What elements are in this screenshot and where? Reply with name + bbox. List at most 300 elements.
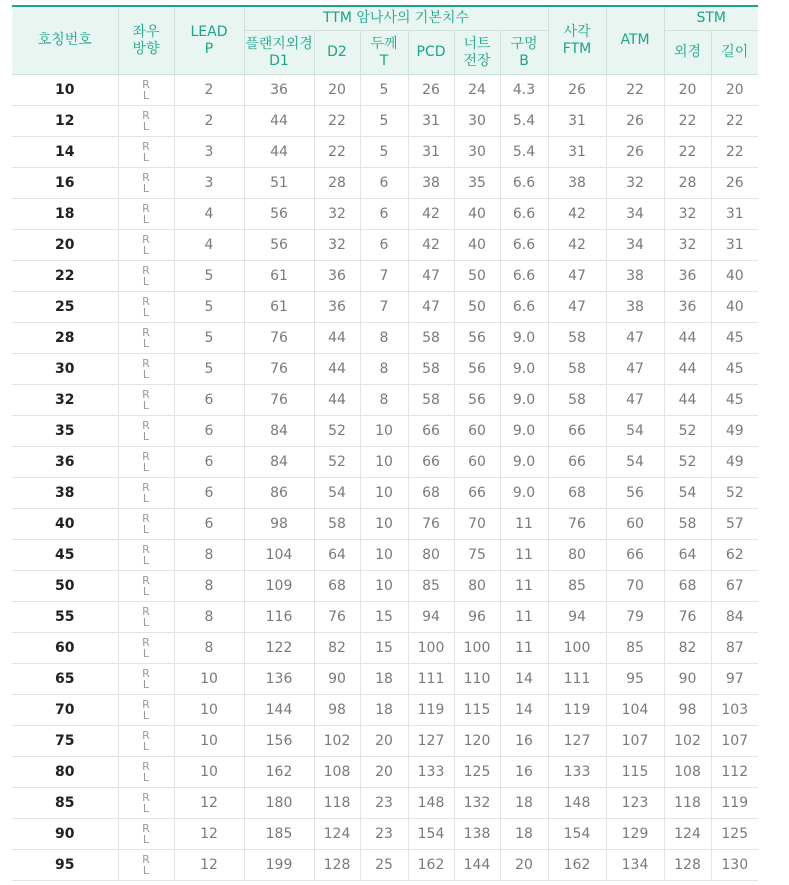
cell-hole-b: 9.0 (500, 416, 548, 447)
cell-atm: 85 (606, 633, 664, 664)
direction-l: L (142, 182, 150, 195)
cell-lead: 8 (174, 633, 244, 664)
cell-hole-b: 18 (500, 819, 548, 850)
cell-ftm: 100 (548, 633, 606, 664)
cell-flange-d1: 156 (244, 726, 314, 757)
cell-pcd: 31 (408, 106, 454, 137)
cell-lead: 10 (174, 695, 244, 726)
direction-r: R (142, 295, 150, 308)
cell-pcd: 38 (408, 168, 454, 199)
cell-thickness: 8 (360, 323, 408, 354)
cell-d2: 32 (314, 230, 360, 261)
table-row (12, 385, 758, 416)
cell-lead: 6 (174, 416, 244, 447)
cell-stm-length: 45 (711, 323, 758, 354)
cell-thickness: 15 (360, 602, 408, 633)
header-nut-length-line2: 전장 (463, 52, 491, 69)
cell-d2: 108 (314, 757, 360, 788)
cell-direction (118, 602, 174, 633)
cell-nominal: 12 (12, 106, 118, 137)
cell-flange-d1: 84 (244, 447, 314, 478)
cell-atm: 66 (606, 540, 664, 571)
header-thickness (360, 31, 408, 75)
cell-thickness: 7 (360, 261, 408, 292)
cell-direction (118, 788, 174, 819)
cell-nut-length: 100 (454, 633, 500, 664)
header-ftm (548, 6, 606, 75)
header-thickness-line2: T (379, 52, 389, 69)
cell-lead: 12 (174, 788, 244, 819)
direction-r: R (142, 419, 150, 432)
cell-stm-od: 76 (664, 602, 711, 633)
cell-lead: 5 (174, 354, 244, 385)
cell-lead: 10 (174, 664, 244, 695)
cell-lead: 8 (174, 571, 244, 602)
cell-hole-b: 18 (500, 788, 548, 819)
cell-pcd: 42 (408, 230, 454, 261)
cell-nominal: 60 (12, 633, 118, 664)
cell-hole-b: 9.0 (500, 478, 548, 509)
cell-flange-d1: 51 (244, 168, 314, 199)
cell-nominal: 80 (12, 757, 118, 788)
table-row (12, 106, 758, 137)
cell-pcd: 58 (408, 385, 454, 416)
cell-atm: 22 (606, 75, 664, 106)
cell-flange-d1: 136 (244, 664, 314, 695)
header-hole-line1: 구멍 (510, 35, 538, 52)
cell-ftm: 58 (548, 354, 606, 385)
direction-l: L (142, 120, 150, 133)
direction-l: L (142, 647, 150, 660)
cell-pcd: 94 (408, 602, 454, 633)
cell-ftm: 111 (548, 664, 606, 695)
cell-direction (118, 106, 174, 137)
cell-lead: 12 (174, 850, 244, 881)
cell-stm-length: 57 (711, 509, 758, 540)
cell-atm: 54 (606, 447, 664, 478)
cell-thickness: 23 (360, 788, 408, 819)
direction-r: R (142, 667, 150, 680)
cell-stm-od: 124 (664, 819, 711, 850)
cell-stm-length: 45 (711, 354, 758, 385)
cell-pcd: 42 (408, 199, 454, 230)
cell-nut-length: 50 (454, 292, 500, 323)
cell-flange-d1: 61 (244, 292, 314, 323)
direction-r: R (142, 791, 150, 804)
cell-stm-length: 84 (711, 602, 758, 633)
cell-flange-d1: 44 (244, 106, 314, 137)
cell-thickness: 18 (360, 664, 408, 695)
cell-flange-d1: 76 (244, 323, 314, 354)
table-row (12, 757, 758, 788)
header-stm-length: 길이 (711, 31, 758, 75)
cell-atm: 47 (606, 354, 664, 385)
cell-nut-length: 70 (454, 509, 500, 540)
header-nominal: 호칭번호 (12, 6, 118, 75)
cell-d2: 102 (314, 726, 360, 757)
header-d2: D2 (314, 31, 360, 75)
cell-flange-d1: 122 (244, 633, 314, 664)
cell-nominal: 16 (12, 168, 118, 199)
cell-direction (118, 168, 174, 199)
header-hole (500, 31, 548, 75)
direction-l: L (142, 368, 150, 381)
direction-r: R (142, 543, 150, 556)
cell-pcd: 66 (408, 416, 454, 447)
cell-stm-length: 87 (711, 633, 758, 664)
cell-hole-b: 14 (500, 664, 548, 695)
table-row (12, 292, 758, 323)
cell-nut-length: 35 (454, 168, 500, 199)
cell-ftm: 66 (548, 447, 606, 478)
header-atm: ATM (606, 6, 664, 75)
cell-lead: 6 (174, 447, 244, 478)
cell-stm-od: 32 (664, 230, 711, 261)
cell-thickness: 5 (360, 106, 408, 137)
cell-lead: 6 (174, 509, 244, 540)
cell-pcd: 58 (408, 354, 454, 385)
cell-nut-length: 96 (454, 602, 500, 633)
cell-direction (118, 447, 174, 478)
cell-direction (118, 726, 174, 757)
cell-lead: 5 (174, 261, 244, 292)
direction-l: L (142, 585, 150, 598)
header-flange-line1: 플랜지외경 (245, 35, 313, 52)
cell-lead: 10 (174, 757, 244, 788)
direction-r: R (142, 109, 150, 122)
cell-ftm: 127 (548, 726, 606, 757)
cell-ftm: 154 (548, 819, 606, 850)
cell-d2: 52 (314, 447, 360, 478)
cell-pcd: 85 (408, 571, 454, 602)
cell-d2: 44 (314, 323, 360, 354)
direction-r: R (142, 233, 150, 246)
ball-screw-dimension-table (12, 5, 758, 881)
header-ftm-line2: FTM (562, 40, 592, 57)
cell-lead: 5 (174, 323, 244, 354)
cell-stm-length: 62 (711, 540, 758, 571)
cell-pcd: 119 (408, 695, 454, 726)
cell-d2: 68 (314, 571, 360, 602)
cell-nut-length: 125 (454, 757, 500, 788)
header-direction (118, 6, 174, 75)
cell-hole-b: 14 (500, 695, 548, 726)
cell-stm-length: 125 (711, 819, 758, 850)
cell-nominal: 65 (12, 664, 118, 695)
direction-l: L (142, 771, 150, 784)
cell-ftm: 47 (548, 292, 606, 323)
table-row (12, 354, 758, 385)
direction-r: R (142, 264, 150, 277)
cell-stm-length: 119 (711, 788, 758, 819)
cell-nut-length: 75 (454, 540, 500, 571)
direction-r: R (142, 853, 150, 866)
header-stm-od: 외경 (664, 31, 711, 75)
cell-nominal: 90 (12, 819, 118, 850)
direction-r: R (142, 698, 150, 711)
direction-l: L (142, 802, 150, 815)
cell-thickness: 6 (360, 199, 408, 230)
table-row (12, 540, 758, 571)
header-direction-line2: 방향 (132, 40, 160, 57)
cell-ftm: 148 (548, 788, 606, 819)
cell-atm: 38 (606, 292, 664, 323)
cell-hole-b: 9.0 (500, 447, 548, 478)
cell-atm: 26 (606, 137, 664, 168)
cell-d2: 54 (314, 478, 360, 509)
table-row (12, 633, 758, 664)
cell-stm-od: 64 (664, 540, 711, 571)
cell-nut-length: 40 (454, 230, 500, 261)
direction-r: R (142, 171, 150, 184)
header-flange (244, 31, 314, 75)
cell-nut-length: 30 (454, 106, 500, 137)
direction-r: R (142, 450, 150, 463)
cell-thickness: 6 (360, 168, 408, 199)
cell-direction (118, 323, 174, 354)
direction-l: L (142, 244, 150, 257)
direction-r: R (142, 822, 150, 835)
cell-stm-length: 49 (711, 447, 758, 478)
cell-stm-length: 31 (711, 199, 758, 230)
cell-pcd: 76 (408, 509, 454, 540)
table-row (12, 323, 758, 354)
cell-stm-od: 58 (664, 509, 711, 540)
direction-l: L (142, 523, 150, 536)
cell-flange-d1: 104 (244, 540, 314, 571)
cell-pcd: 80 (408, 540, 454, 571)
cell-stm-length: 103 (711, 695, 758, 726)
cell-hole-b: 6.6 (500, 261, 548, 292)
direction-l: L (142, 151, 150, 164)
cell-hole-b: 4.3 (500, 75, 548, 106)
cell-direction (118, 416, 174, 447)
cell-ftm: 58 (548, 323, 606, 354)
cell-atm: 70 (606, 571, 664, 602)
cell-thickness: 10 (360, 509, 408, 540)
cell-atm: 47 (606, 323, 664, 354)
cell-thickness: 23 (360, 819, 408, 850)
table-row (12, 850, 758, 881)
cell-atm: 47 (606, 385, 664, 416)
cell-lead: 6 (174, 385, 244, 416)
cell-nominal: 40 (12, 509, 118, 540)
cell-pcd: 58 (408, 323, 454, 354)
cell-nominal: 55 (12, 602, 118, 633)
cell-stm-od: 118 (664, 788, 711, 819)
cell-nut-length: 50 (454, 261, 500, 292)
cell-nominal: 25 (12, 292, 118, 323)
cell-d2: 22 (314, 106, 360, 137)
cell-stm-od: 44 (664, 323, 711, 354)
cell-direction (118, 137, 174, 168)
cell-direction (118, 261, 174, 292)
cell-stm-length: 40 (711, 292, 758, 323)
cell-pcd: 162 (408, 850, 454, 881)
cell-ftm: 94 (548, 602, 606, 633)
table-row (12, 695, 758, 726)
cell-nut-length: 80 (454, 571, 500, 602)
cell-d2: 58 (314, 509, 360, 540)
cell-lead: 10 (174, 726, 244, 757)
cell-hole-b: 6.6 (500, 168, 548, 199)
cell-flange-d1: 86 (244, 478, 314, 509)
cell-d2: 36 (314, 292, 360, 323)
cell-flange-d1: 61 (244, 261, 314, 292)
direction-r: R (142, 140, 150, 153)
direction-l: L (142, 492, 150, 505)
cell-direction (118, 199, 174, 230)
cell-hole-b: 11 (500, 571, 548, 602)
cell-d2: 20 (314, 75, 360, 106)
table-row (12, 447, 758, 478)
cell-stm-length: 97 (711, 664, 758, 695)
cell-d2: 22 (314, 137, 360, 168)
cell-stm-od: 98 (664, 695, 711, 726)
direction-r: R (142, 388, 150, 401)
cell-thickness: 10 (360, 416, 408, 447)
header-stm-group: STM (664, 6, 758, 31)
table-row (12, 261, 758, 292)
cell-ftm: 162 (548, 850, 606, 881)
cell-stm-od: 22 (664, 106, 711, 137)
cell-hole-b: 6.6 (500, 292, 548, 323)
cell-stm-length: 52 (711, 478, 758, 509)
cell-pcd: 26 (408, 75, 454, 106)
cell-nominal: 50 (12, 571, 118, 602)
cell-pcd: 127 (408, 726, 454, 757)
cell-thickness: 20 (360, 757, 408, 788)
cell-thickness: 5 (360, 137, 408, 168)
cell-hole-b: 5.4 (500, 137, 548, 168)
direction-l: L (142, 337, 150, 350)
direction-r: R (142, 78, 150, 91)
cell-ftm: 76 (548, 509, 606, 540)
cell-hole-b: 16 (500, 757, 548, 788)
cell-thickness: 8 (360, 354, 408, 385)
cell-d2: 118 (314, 788, 360, 819)
cell-lead: 2 (174, 75, 244, 106)
table-row (12, 168, 758, 199)
cell-lead: 12 (174, 819, 244, 850)
cell-flange-d1: 180 (244, 788, 314, 819)
cell-nut-length: 120 (454, 726, 500, 757)
cell-direction (118, 540, 174, 571)
direction-l: L (142, 213, 150, 226)
cell-hole-b: 16 (500, 726, 548, 757)
cell-nut-length: 66 (454, 478, 500, 509)
cell-stm-od: 68 (664, 571, 711, 602)
direction-r: R (142, 512, 150, 525)
cell-atm: 60 (606, 509, 664, 540)
direction-l: L (142, 554, 150, 567)
cell-d2: 36 (314, 261, 360, 292)
cell-flange-d1: 144 (244, 695, 314, 726)
cell-direction (118, 757, 174, 788)
cell-nominal: 30 (12, 354, 118, 385)
cell-nominal: 38 (12, 478, 118, 509)
table-row (12, 199, 758, 230)
cell-lead: 2 (174, 106, 244, 137)
cell-atm: 54 (606, 416, 664, 447)
cell-d2: 76 (314, 602, 360, 633)
cell-nut-length: 115 (454, 695, 500, 726)
cell-direction (118, 664, 174, 695)
direction-l: L (142, 306, 150, 319)
cell-nominal: 35 (12, 416, 118, 447)
cell-atm: 32 (606, 168, 664, 199)
cell-nut-length: 56 (454, 385, 500, 416)
cell-thickness: 5 (360, 75, 408, 106)
direction-l: L (142, 616, 150, 629)
cell-flange-d1: 76 (244, 354, 314, 385)
direction-l: L (142, 678, 150, 691)
cell-nut-length: 138 (454, 819, 500, 850)
cell-stm-od: 108 (664, 757, 711, 788)
cell-nominal: 70 (12, 695, 118, 726)
cell-nominal: 75 (12, 726, 118, 757)
header-flange-line2: D1 (269, 52, 289, 69)
cell-flange-d1: 98 (244, 509, 314, 540)
cell-nut-length: 144 (454, 850, 500, 881)
cell-direction (118, 819, 174, 850)
cell-hole-b: 11 (500, 509, 548, 540)
cell-stm-od: 32 (664, 199, 711, 230)
direction-r: R (142, 481, 150, 494)
cell-direction (118, 571, 174, 602)
cell-stm-length: 107 (711, 726, 758, 757)
cell-thickness: 10 (360, 447, 408, 478)
cell-direction (118, 385, 174, 416)
cell-stm-od: 90 (664, 664, 711, 695)
cell-nut-length: 30 (454, 137, 500, 168)
cell-atm: 134 (606, 850, 664, 881)
cell-stm-od: 52 (664, 416, 711, 447)
spec-table-container (12, 5, 758, 881)
cell-hole-b: 9.0 (500, 354, 548, 385)
cell-stm-od: 44 (664, 385, 711, 416)
header-lead-line2: P (204, 40, 214, 57)
cell-stm-od: 54 (664, 478, 711, 509)
cell-pcd: 133 (408, 757, 454, 788)
cell-hole-b: 5.4 (500, 106, 548, 137)
cell-atm: 38 (606, 261, 664, 292)
header-lead (174, 6, 244, 75)
cell-lead: 8 (174, 540, 244, 571)
cell-atm: 26 (606, 106, 664, 137)
cell-hole-b: 6.6 (500, 199, 548, 230)
cell-stm-od: 82 (664, 633, 711, 664)
cell-d2: 124 (314, 819, 360, 850)
cell-nominal: 28 (12, 323, 118, 354)
cell-hole-b: 11 (500, 540, 548, 571)
direction-r: R (142, 202, 150, 215)
cell-stm-length: 22 (711, 137, 758, 168)
cell-nominal: 36 (12, 447, 118, 478)
cell-d2: 44 (314, 354, 360, 385)
cell-thickness: 18 (360, 695, 408, 726)
direction-l: L (142, 864, 150, 877)
table-row (12, 509, 758, 540)
cell-pcd: 100 (408, 633, 454, 664)
cell-flange-d1: 44 (244, 137, 314, 168)
cell-direction (118, 292, 174, 323)
cell-pcd: 47 (408, 261, 454, 292)
cell-nominal: 22 (12, 261, 118, 292)
cell-direction (118, 354, 174, 385)
direction-l: L (142, 461, 150, 474)
cell-hole-b: 6.6 (500, 230, 548, 261)
